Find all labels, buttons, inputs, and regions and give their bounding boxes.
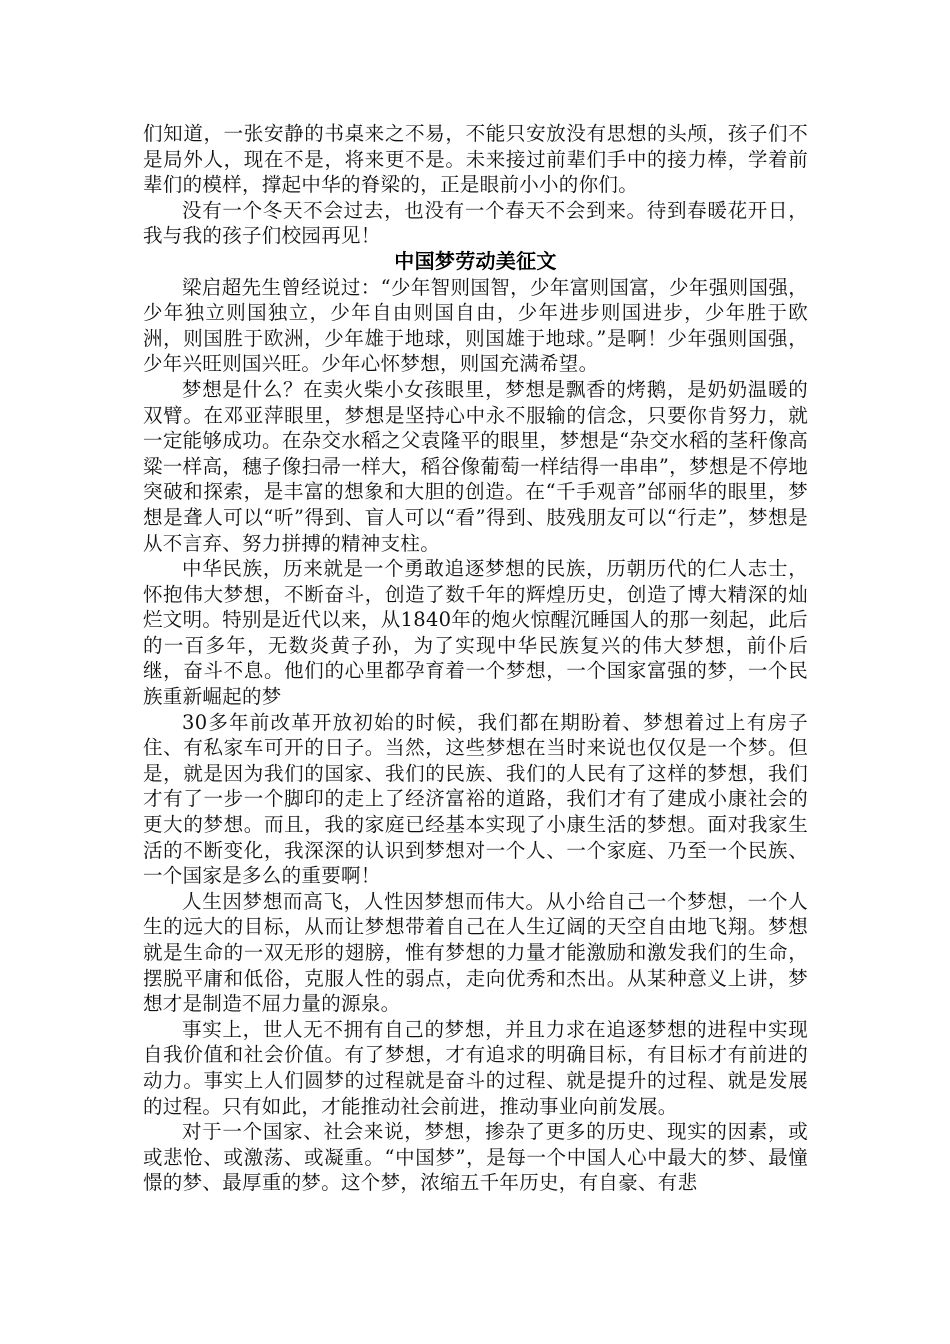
paragraph-spring: 没有一个冬天不会过去，也没有一个春天不会到来。待到春暖花开日，我与我的孩子们校园再见！ — [143, 198, 808, 248]
paragraph-4: 30多年前改革开放初始的时候，我们都在期盼着、梦想着过上有房子住、有私家车可开的日子。当然，这些梦想在当时来说也仅仅是一个梦。但是，就是因为我们的国家、我们的民族、我们的人民有了这样的梦想，我们才有了一步一个脚印的走上了经济富裕的道路，我们才有了建成小康社会的更大的梦想。而且，我的家庭已经基本实现了小康生活的梦想。面对我家生活的不断变化，我深深的认识到梦想对一个人、一个家庭、乃至一个民族、一个国家是多么的重要啊！ — [143, 710, 808, 888]
paragraph-7: 对于一个国家、社会来说，梦想，掺杂了更多的历史、现实的因素，或或悲怆、或激荡、或凝重。“中国梦”，是每一个中国人心中最大的梦、最憧憬的梦、最厚重的梦。这个梦，浓缩五千年历史，有自豪、有悲 — [143, 1120, 808, 1195]
essay-title: 中国梦劳动美征文 — [143, 249, 808, 275]
paragraph-6: 事实上，世人无不拥有自己的梦想，并且力求在追逐梦想的进程中实现自我价值和社会价值。有了梦想，才有追求的明确目标，有目标才有前进的动力。事实上人们圆梦的过程就是奋斗的过程、就是提升的过程、就是发展的过程。只有如此，才能推动社会前进，推动事业向前发展。 — [143, 1017, 808, 1118]
paragraph-intro: 们知道，一张安静的书桌来之不易，不能只安放没有思想的头颅，孩子们不是局外人，现在不是，将来更不是。未来接过前辈们手中的接力棒，学着前辈们的模样，撑起中华的脊梁的，正是眼前小小的你们。 — [143, 122, 808, 197]
paragraph-5: 人生因梦想而高飞，人性因梦想而伟大。从小给自己一个梦想，一个人生的远大的目标，从而让梦想带着自己在人生辽阔的天空自由地飞翔。梦想就是生命的一双无形的翅膀，惟有梦想的力量才能激励和激发我们的生命，摆脱平庸和低俗，克服人性的弱点，走向优秀和杰出。从某种意义上讲，梦想才是制造不屈力量的源泉。 — [143, 889, 808, 1016]
paragraph-3: 中华民族，历来就是一个勇敢追逐梦想的民族，历朝历代的仁人志士，怀抱伟大梦想，不断奋斗，创造了数千年的辉煌历史，创造了博大精深的灿烂文明。特别是近代以来，从1840年的炮火惊醒沉睡国人的那一刻起，此后的一百多年，无数炎黄子孙，为了实现中华民族复兴的伟大梦想，前仆后继，奋斗不息。他们的心里都孕育着一个梦想，一个国家富强的梦，一个民族重新崛起的梦 — [143, 557, 808, 709]
document-body — [143, 121, 808, 1196]
paragraph-1: 梁启超先生曾经说过：“少年智则国智，少年富则国富，少年强则国强，少年独立则国独立，少年自由则国自由，少年进步则国进步，少年胜于欧洲，则国胜于欧洲，少年雄于地球，则国雄于地球。”是啊！少年强则国强，少年兴旺则国兴旺。少年心怀梦想，则国充满希望。 — [143, 275, 808, 376]
paragraph-2: 梦想是什么？在卖火柴小女孩眼里，梦想是飘香的烤鹅，是奶奶温暖的双臂。在邓亚萍眼里，梦想是坚持心中永不服输的信念，只要你肯努力，就一定能够成功。在杂交水稻之父袁隆平的眼里，梦想是“杂交水稻的茎秆像高粱一样高，穗子像扫帚一样大，稻谷像葡萄一样结得一串串”，梦想是不停地突破和探索，是丰富的想象和大胆的创造。在“千手观音”邰丽华的眼里，梦想是聋人可以“听”得到、盲人可以“看”得到、肢残朋友可以“行走”，梦想是从不言弃、努力拼搏的精神支柱。 — [143, 377, 808, 555]
